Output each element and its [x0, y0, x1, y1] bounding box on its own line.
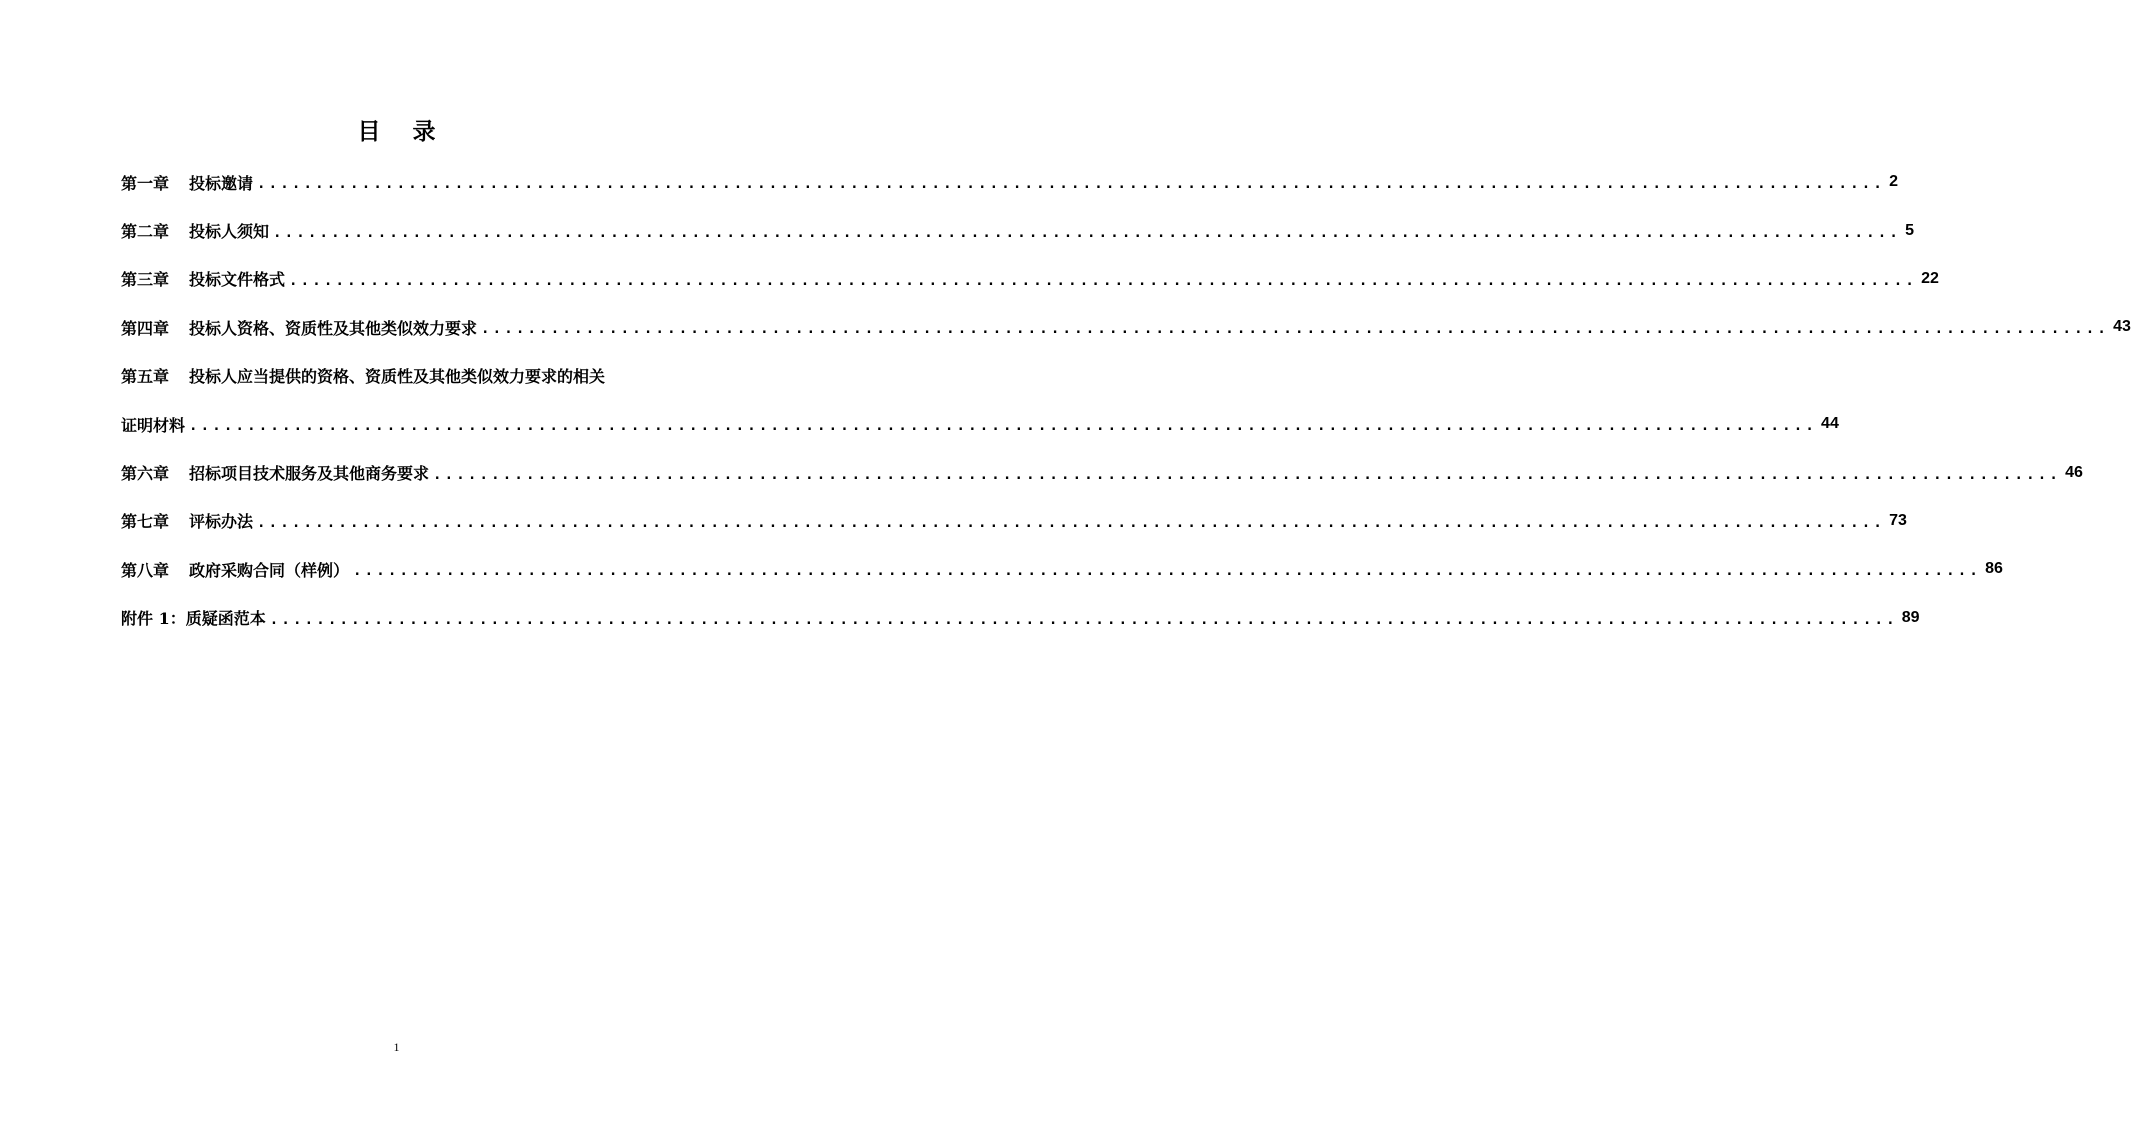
toc-page-number: 46 — [2065, 463, 2083, 481]
toc-entry[interactable] — [121, 206, 1914, 254]
toc-entry-title: 质疑函范本 — [185, 609, 266, 629]
toc-entry-title: 投标邀请 — [189, 173, 254, 193]
toc-entry[interactable] — [121, 303, 2131, 351]
toc-entry-title: 投标文件格式 — [189, 270, 286, 290]
toc-entry-title: 证明材料 — [121, 415, 186, 435]
toc-dot-leader — [257, 173, 1885, 191]
toc-chapter-label: 附件 1： — [121, 609, 186, 629]
toc-page-number: 5 — [1905, 221, 1914, 239]
toc-chapter-label: 第二章 — [121, 222, 170, 242]
toc-page-number: 44 — [1821, 415, 1839, 433]
toc-page-number: 22 — [1921, 269, 1939, 287]
toc-entry-title: 政府采购合同（样例） — [189, 560, 350, 580]
toc-entry-title: 投标人须知 — [189, 222, 270, 242]
toc-chapter-label: 第八章 — [121, 560, 170, 580]
toc-entry-continuation[interactable] — [121, 400, 1839, 448]
toc-page-number: 73 — [1889, 511, 1907, 529]
toc-entry[interactable] — [121, 158, 1898, 206]
toc-entry[interactable] — [121, 448, 2083, 496]
toc-page-number: 86 — [1985, 560, 2003, 578]
toc-chapter-label: 第四章 — [121, 318, 170, 338]
toc-entry[interactable] — [121, 352, 674, 400]
toc-dot-leader — [481, 318, 2109, 336]
toc-dot-leader — [353, 560, 1981, 578]
toc-chapter-label: 第七章 — [121, 512, 170, 532]
toc-entry-title: 评标办法 — [189, 512, 254, 532]
toc-dot-leader — [257, 512, 1885, 530]
toc-chapter-label: 第一章 — [121, 173, 170, 193]
toc-entry-title: 投标人应当提供的资格、资质性及其他类似效力要求的相关 — [189, 367, 606, 387]
toc-page-number: 2 — [1889, 173, 1898, 191]
toc-chapter-label: 第三章 — [121, 270, 170, 290]
toc-entry[interactable] — [121, 594, 1920, 642]
toc-page-number: 89 — [1901, 608, 1920, 626]
toc-dot-leader — [433, 464, 2061, 482]
toc-entry[interactable] — [121, 255, 1939, 303]
page-title: 目 录 — [357, 118, 448, 145]
toc-entry-title: 投标人资格、资质性及其他类似效力要求 — [189, 318, 478, 338]
toc-chapter-label: 第六章 — [121, 464, 170, 484]
toc-dot-leader — [289, 270, 1917, 288]
toc-entry[interactable] — [121, 497, 1907, 545]
toc-entry-title: 招标项目技术服务及其他商务要求 — [189, 464, 430, 484]
toc-dot-leader — [273, 222, 1901, 240]
footer-page-number: 1 — [393, 1040, 400, 1054]
toc-dot-leader — [189, 415, 1817, 433]
toc-dot-leader — [270, 609, 1898, 627]
table-of-contents — [121, 158, 2131, 642]
toc-chapter-label: 第五章 — [121, 367, 170, 387]
toc-entry[interactable] — [121, 545, 2003, 593]
toc-page-number: 43 — [2113, 318, 2131, 336]
